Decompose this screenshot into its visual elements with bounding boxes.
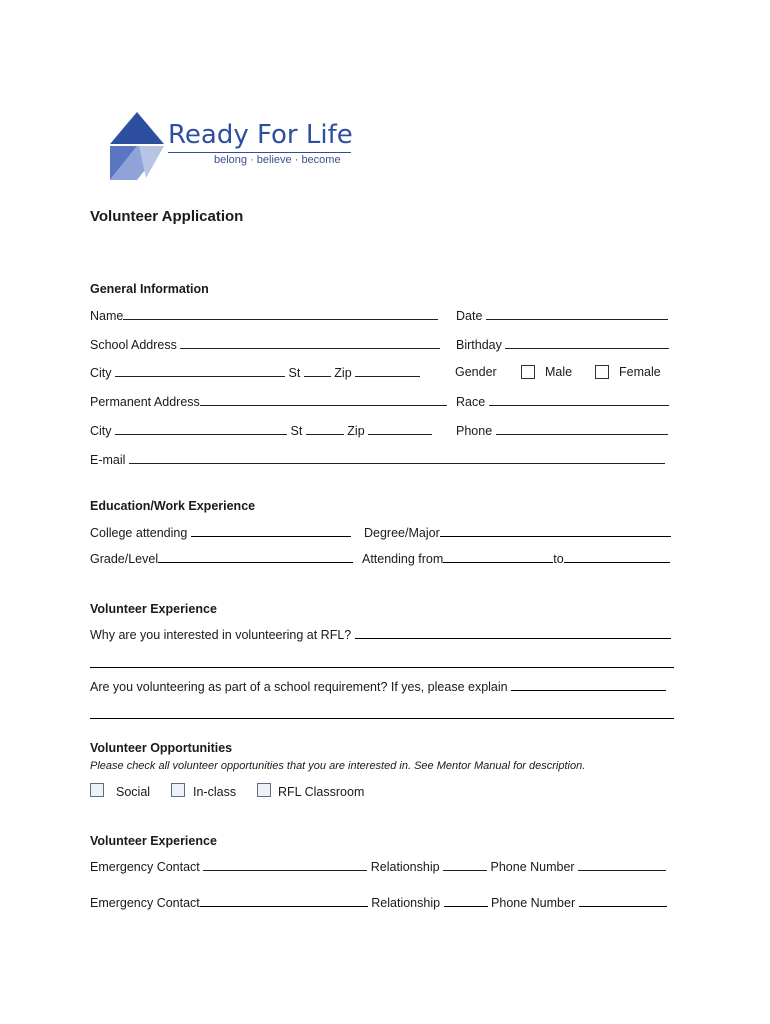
email-label: E-mail <box>90 453 126 467</box>
college-field[interactable] <box>90 524 351 541</box>
rfl-classroom-checkbox[interactable] <box>257 783 271 797</box>
phone-label: Phone <box>456 424 493 438</box>
opportunities-instruction: Please check all volunteer opportunities that you are interested in. See Mentor Manual for description. <box>90 760 586 772</box>
college-label: College attending <box>90 526 188 540</box>
logo-underline <box>168 152 351 153</box>
emergency-contact2-label: Emergency Contact <box>90 896 200 910</box>
social-checkbox[interactable] <box>90 783 104 797</box>
page-title: Volunteer Application <box>90 208 244 225</box>
race-label: Race <box>456 395 486 409</box>
emergency-heading: Volunteer Experience <box>90 834 217 848</box>
why-label: Why are you interested in volunteering at RFL? <box>90 628 352 642</box>
triangle-logo-icon <box>106 110 168 182</box>
education-heading: Education/Work Experience <box>90 499 256 513</box>
phone1-label: Phone Number <box>490 860 575 874</box>
city2-label: City <box>90 424 112 438</box>
logo-brand: Ready For Life <box>168 120 353 150</box>
name-label: Name <box>90 309 124 323</box>
zip-label: Zip <box>334 366 352 380</box>
grade-label: Grade/Level <box>90 552 159 566</box>
degree-field[interactable] <box>364 524 671 541</box>
female-label: Female <box>619 365 661 379</box>
attending-field[interactable] <box>362 550 670 567</box>
emergency-contact2-field[interactable] <box>90 894 667 911</box>
date-field[interactable] <box>456 307 668 324</box>
opportunities-heading: Volunteer Opportunities <box>90 741 233 755</box>
birthday-label: Birthday <box>456 338 502 352</box>
male-label: Male <box>545 365 573 379</box>
permanent-address-field[interactable] <box>90 393 447 410</box>
school-req-label: Are you volunteering as part of a school requirement? If yes, please explain <box>90 680 508 694</box>
name-field[interactable] <box>90 307 438 324</box>
birthday-field[interactable] <box>456 336 669 353</box>
st2-label: St <box>290 424 303 438</box>
degree-label: Degree/Major <box>364 526 440 540</box>
race-field[interactable] <box>456 393 669 410</box>
city-label: City <box>90 366 112 380</box>
in-class-label: In-class <box>193 785 237 799</box>
email-field[interactable] <box>90 451 665 468</box>
female-checkbox[interactable] <box>595 365 609 379</box>
date-label: Date <box>456 309 483 323</box>
school-address-field[interactable] <box>90 336 440 353</box>
social-label: Social <box>116 785 151 799</box>
school-address-label: School Address <box>90 338 177 352</box>
school-req-answer-line[interactable] <box>90 718 674 719</box>
logo <box>106 108 356 183</box>
gender-label: Gender <box>455 365 497 379</box>
in-class-checkbox[interactable] <box>171 783 185 797</box>
logo-tagline: belong · believe · become <box>214 154 341 166</box>
relationship2-label: Relationship <box>371 896 441 910</box>
city-field[interactable] <box>90 364 420 381</box>
male-checkbox[interactable] <box>521 365 535 379</box>
school-req-field[interactable] <box>90 678 666 695</box>
zip2-label: Zip <box>347 424 365 438</box>
to-label: to <box>553 552 564 566</box>
volunteer-experience-heading: Volunteer Experience <box>90 602 217 616</box>
city2-field[interactable] <box>90 422 432 439</box>
phone2-label: Phone Number <box>491 896 576 910</box>
grade-field[interactable] <box>90 550 353 567</box>
emergency-contact1-field[interactable] <box>90 858 666 875</box>
relationship1-label: Relationship <box>370 860 440 874</box>
general-heading: General Information <box>90 282 209 296</box>
st-label: St <box>288 366 301 380</box>
emergency-contact1-label: Emergency Contact <box>90 860 200 874</box>
phone-field[interactable] <box>456 422 668 439</box>
rfl-classroom-label: RFL Classroom <box>278 785 365 799</box>
attending-from-label: Attending from <box>362 552 444 566</box>
why-field[interactable] <box>90 626 671 643</box>
why-answer-line[interactable] <box>90 667 674 668</box>
permanent-address-label: Permanent Address <box>90 395 200 409</box>
